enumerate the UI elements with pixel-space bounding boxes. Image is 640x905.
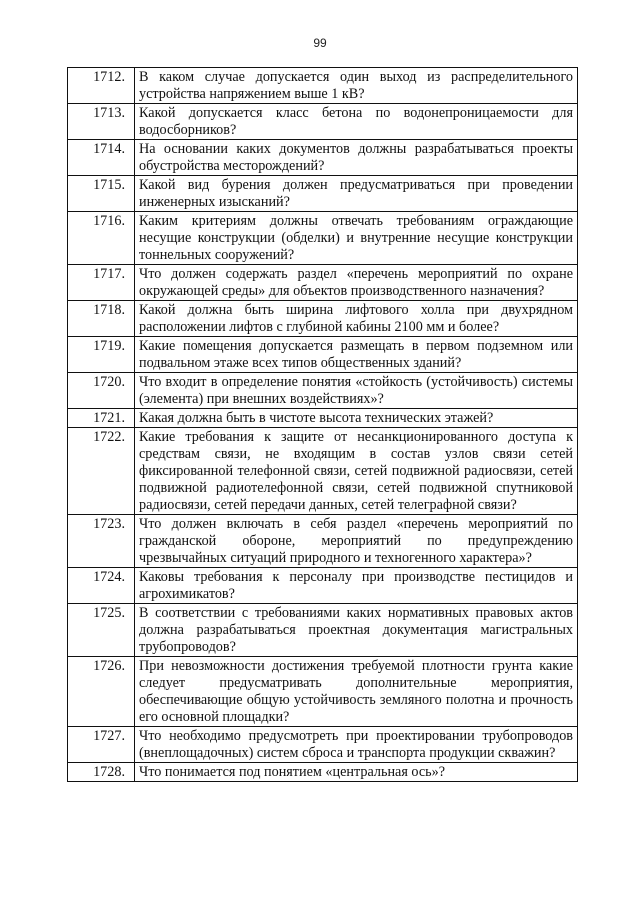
question-number: 1718. [68,301,135,337]
table-row [68,140,578,176]
table-row [68,68,578,104]
table-row [68,104,578,140]
question-number: 1723. [68,515,135,568]
question-number: 1727. [68,727,135,763]
table-row [68,763,578,782]
question-text: Каким критериям должны отвечать требованиям ограждающие несущие конструкции (обделки) и внутренние несущие конструкции тоннельных сооружений? [135,212,578,265]
table-row [68,515,578,568]
table-row [68,727,578,763]
question-text: Какие требования к защите от несанкционированного доступа к средствам связи, не входящим в состав узлов связи сетей фиксированной телефонной связи, сетей подвижной радиосвязи, сетей подвижной радиотелефонной связи, сетей подвижной спутниковой радиосвязи, сетей передачи данных, сетей телеграфной связи? [135,428,578,515]
question-number: 1725. [68,604,135,657]
table-row [68,568,578,604]
question-text: Какой вид бурения должен предусматриваться при проведении инженерных изысканий? [135,176,578,212]
question-text: Что входит в определение понятия «стойкость (устойчивость) системы (элемента) при внешних воздействиях»? [135,373,578,409]
question-text: Какой допускается класс бетона по водонепроницаемости для водосборников? [135,104,578,140]
table-row [68,176,578,212]
question-text: Каковы требования к персоналу при производстве пестицидов и агрохимикатов? [135,568,578,604]
question-text: В каком случае допускается один выход из распределительного устройства напряжением выше 1 кВ? [135,68,578,104]
question-number: 1724. [68,568,135,604]
question-number: 1720. [68,373,135,409]
question-text: Какой должна быть ширина лифтового холла при двухрядном расположении лифтов с глубиной кабины 2100 мм и более? [135,301,578,337]
question-text: Какая должна быть в чистоте высота технических этажей? [135,409,578,428]
table-row [68,301,578,337]
question-number: 1716. [68,212,135,265]
question-number: 1719. [68,337,135,373]
table-row [68,337,578,373]
question-number: 1712. [68,68,135,104]
question-number: 1714. [68,140,135,176]
question-number: 1713. [68,104,135,140]
question-number: 1728. [68,763,135,782]
page-number: 99 [313,36,327,50]
table-row [68,212,578,265]
question-number: 1717. [68,265,135,301]
question-text: Что понимается под понятием «центральная ось»? [135,763,578,782]
table-row [68,657,578,727]
table-row [68,373,578,409]
question-text: Что должен включать в себя раздел «перечень мероприятий по гражданской обороне, мероприятий по предупреждению чрезвычайных ситуаций природного и техногенного характера»? [135,515,578,568]
table-row [68,604,578,657]
question-number: 1715. [68,176,135,212]
question-text: Какие помещения допускается размещать в первом подземном или подвальном этаже всех типов общественных зданий? [135,337,578,373]
table-row [68,428,578,515]
table-row [68,265,578,301]
question-text: В соответствии с требованиями каких нормативных правовых актов должна разрабатываться проектная документация магистральных трубопроводов? [135,604,578,657]
question-number: 1722. [68,428,135,515]
table-row [68,409,578,428]
question-text: При невозможности достижения требуемой плотности грунта какие следует предусматривать дополнительные мероприятия, обеспечивающие общую устойчивость земляного полотна и прочность его основной площадки? [135,657,578,727]
question-number: 1726. [68,657,135,727]
questions-table [67,67,578,782]
question-text: На основании каких документов должны разрабатываться проекты обустройства месторождений? [135,140,578,176]
question-number: 1721. [68,409,135,428]
question-text: Что необходимо предусмотреть при проектировании трубопроводов (внеплощадочных) систем сброса и транспорта продукции скважин? [135,727,578,763]
question-text: Что должен содержать раздел «перечень мероприятий по охране окружающей среды» для объектов производственного назначения? [135,265,578,301]
